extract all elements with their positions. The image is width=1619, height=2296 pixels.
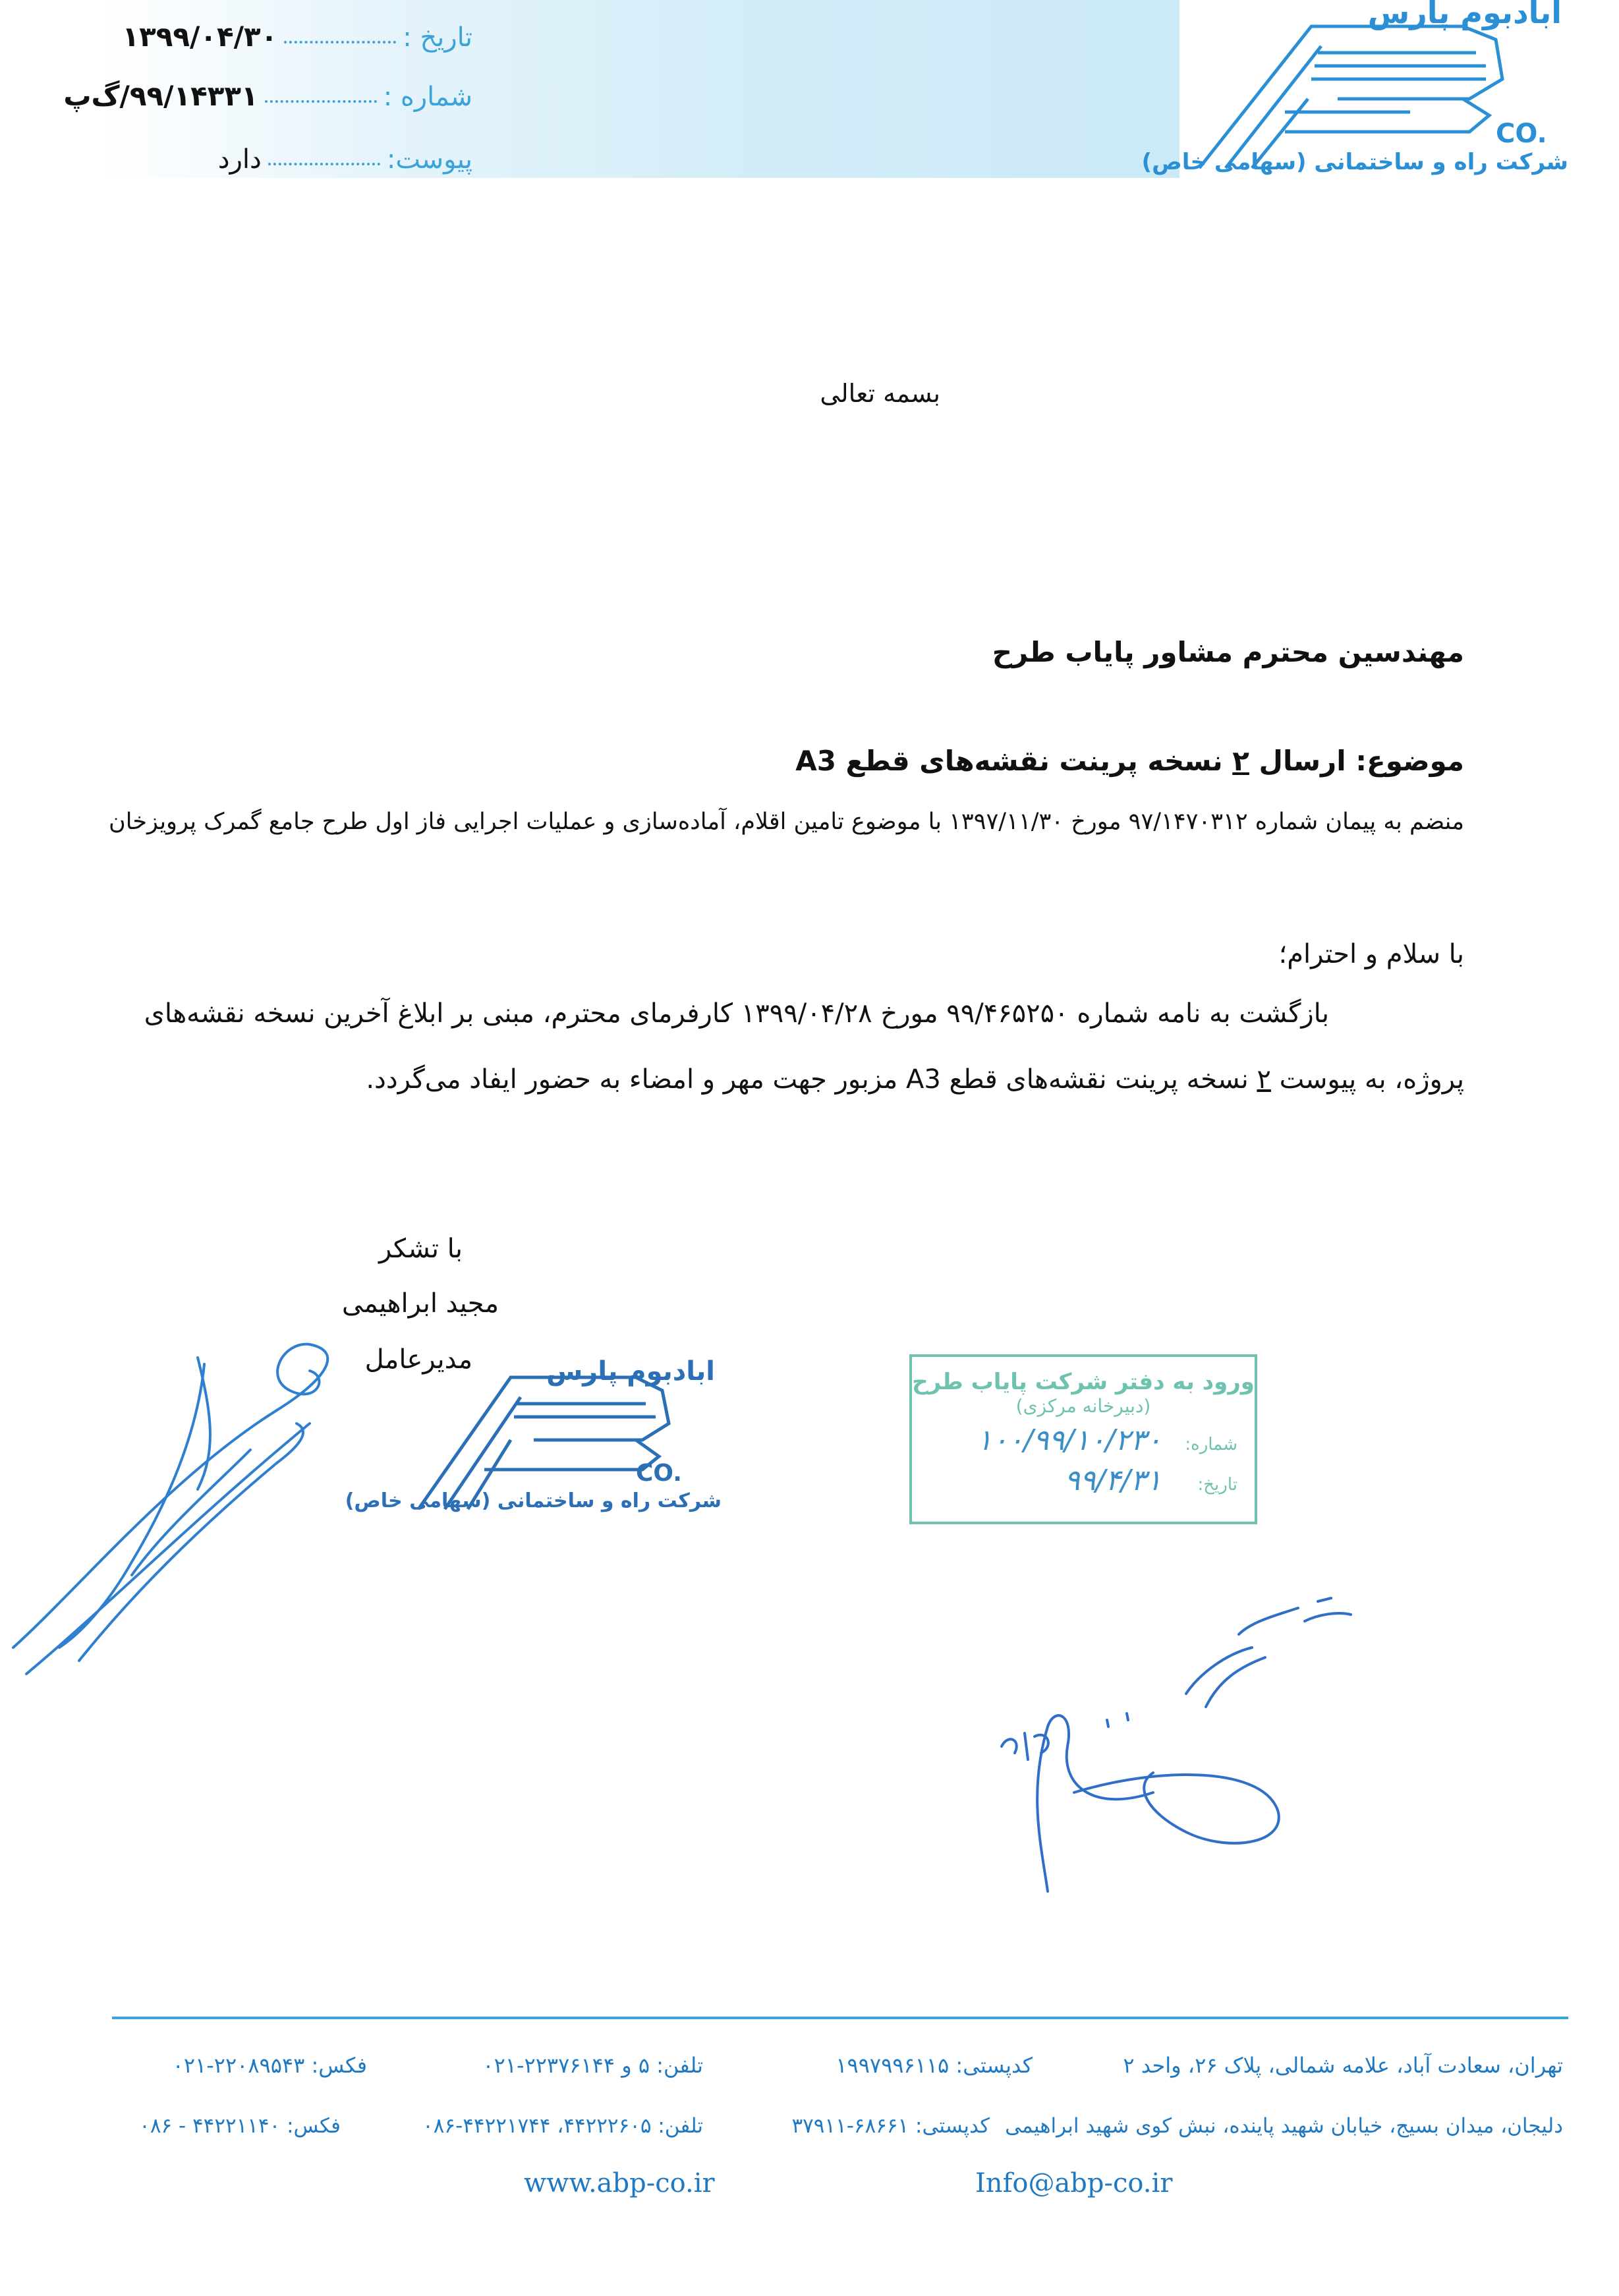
delijan-fax: فکس: ۴۴۲۲۱۱۴۰ - ۰۸۶ (139, 2114, 341, 2138)
body-line-2-count: ۲ (1257, 1064, 1271, 1095)
email-link[interactable]: Info@abp-co.ir (975, 2168, 1173, 2198)
logo-co: CO. (1496, 119, 1547, 149)
logo-name: ابادبوم پارس (1367, 0, 1562, 30)
dotted-leader (265, 100, 377, 103)
stamp-logo-co: CO. (636, 1460, 682, 1487)
subject-label: موضوع: (1355, 745, 1464, 777)
body-line-2 (366, 1064, 1464, 1095)
dotted-leader (268, 163, 380, 165)
signer-name: مجید ابراهیمی (341, 1288, 499, 1319)
signer-title: مدیرعامل (364, 1344, 472, 1375)
subject-prefix: ارسال (1259, 745, 1346, 777)
body-line-1: بازگشت به نامه شماره ۹۹/۴۶۵۲۵۰ مورخ ۱۳۹۹/۰۴/۲۸ کارفرمای محترم، مبنی بر ابلاغ آخرین نسخه نقشه‌های (144, 998, 1329, 1029)
receipt-number-row (912, 1423, 1237, 1457)
receipt-date-row (912, 1464, 1237, 1497)
reference-line: منضم به پیمان شماره ۹۷/۱۴۷۰۳۱۲ مورخ ۱۳۹۷/۱۱/۳۰ با موضوع تامین اقلام، آماده‌سازی و عملیات اجرایی فاز اول طرح جامع گمرک پرویزخان (109, 809, 1464, 835)
receipt-stamp (909, 1354, 1257, 1524)
date-value: ۱۳۹۹/۰۴/۳۰ (122, 20, 278, 53)
number-row (63, 59, 472, 112)
number-label: شماره : (383, 82, 472, 112)
delijan-phone: تلفن: ۴۴۲۲۲۶۰۵، ۴۴۲۲۱۷۴۴-۰۸۶ (422, 2114, 703, 2138)
receipt-number-value: ۱۰۰/۹۹/۱۰/۲۳۰ (977, 1423, 1162, 1457)
signature-icon (0, 1278, 369, 1700)
delijan-address: دلیجان، میدان بسیج، خیابان شهید پاینده، نبش کوی شهید ابراهیمی (1005, 2114, 1563, 2138)
tehran-postcode: کدپستی: ۱۹۹۷۹۹۶۱۱۵ (836, 2053, 1033, 2078)
number-value: ۹۹/۱۴۳۳۱/گ‌پ (63, 80, 258, 112)
handwritten-note-icon (988, 1595, 1410, 1911)
tehran-phone: تلفن: ۵ و ۲۲۳۷۶۱۴۴-۰۲۱ (482, 2053, 703, 2078)
date-label: تاریخ : (403, 22, 472, 53)
attachment-label: پیوست: (386, 144, 472, 175)
date-row (122, 0, 472, 53)
stamp-logo-name: ابادبوم پارس (546, 1356, 715, 1387)
subject-count: ۲ (1232, 745, 1249, 777)
dotted-leader (284, 41, 396, 43)
stamp-logo-subtitle: شرکت راه و ساختمانی (سهامی خاص) (345, 1489, 722, 1512)
logo-subtitle: شرکت راه و ساختمانی (سهامی خاص) (1141, 149, 1568, 175)
invocation: بسمه تعالی (820, 379, 940, 408)
receipt-date-label: تاریخ: (1197, 1475, 1237, 1495)
receipt-stamp-title: ورود به دفتر شرکت پایاب طرح (912, 1369, 1255, 1395)
attachment-row (218, 122, 472, 175)
receipt-date-value: ۹۹/۴/۳۱ (1064, 1464, 1162, 1497)
attachment-value: دارد (217, 144, 262, 175)
delijan-postcode: کدپستی: ۶۸۶۶۱-۳۷۹۱۱ (791, 2114, 990, 2138)
website-link[interactable]: www.abp-co.ir (524, 2168, 715, 2198)
subject-line (795, 745, 1464, 777)
closing: با تشکر (378, 1234, 463, 1264)
recipient: مهندسین محترم مشاور پایاب طرح (992, 636, 1464, 668)
body-line-2-b: نسخه پرینت نقشه‌های قطع A3 مزبور جهت مهر و امضاء به حضور ایفاد می‌گردد. (366, 1064, 1249, 1095)
receipt-stamp-subtitle: (دبیرخانه مرکزی) (1015, 1395, 1151, 1417)
greeting: با سلام و احترام؛ (1278, 939, 1464, 969)
receipt-number-label: شماره: (1185, 1435, 1237, 1454)
footer-rule (112, 2017, 1568, 2019)
company-logo (1141, 0, 1568, 185)
tehran-fax: فکس: ۲۲۰۸۹۵۴۳-۰۲۱ (172, 2053, 367, 2078)
tehran-address: تهران، سعادت آباد، علامه شمالی، پلاک ۲۶، واحد ۲ (1123, 2053, 1563, 2078)
body-line-2-a: پروژه، به پیوست (1279, 1064, 1464, 1095)
subject-rest: نسخه پرینت نقشه‌های قطع A3 (795, 745, 1223, 777)
